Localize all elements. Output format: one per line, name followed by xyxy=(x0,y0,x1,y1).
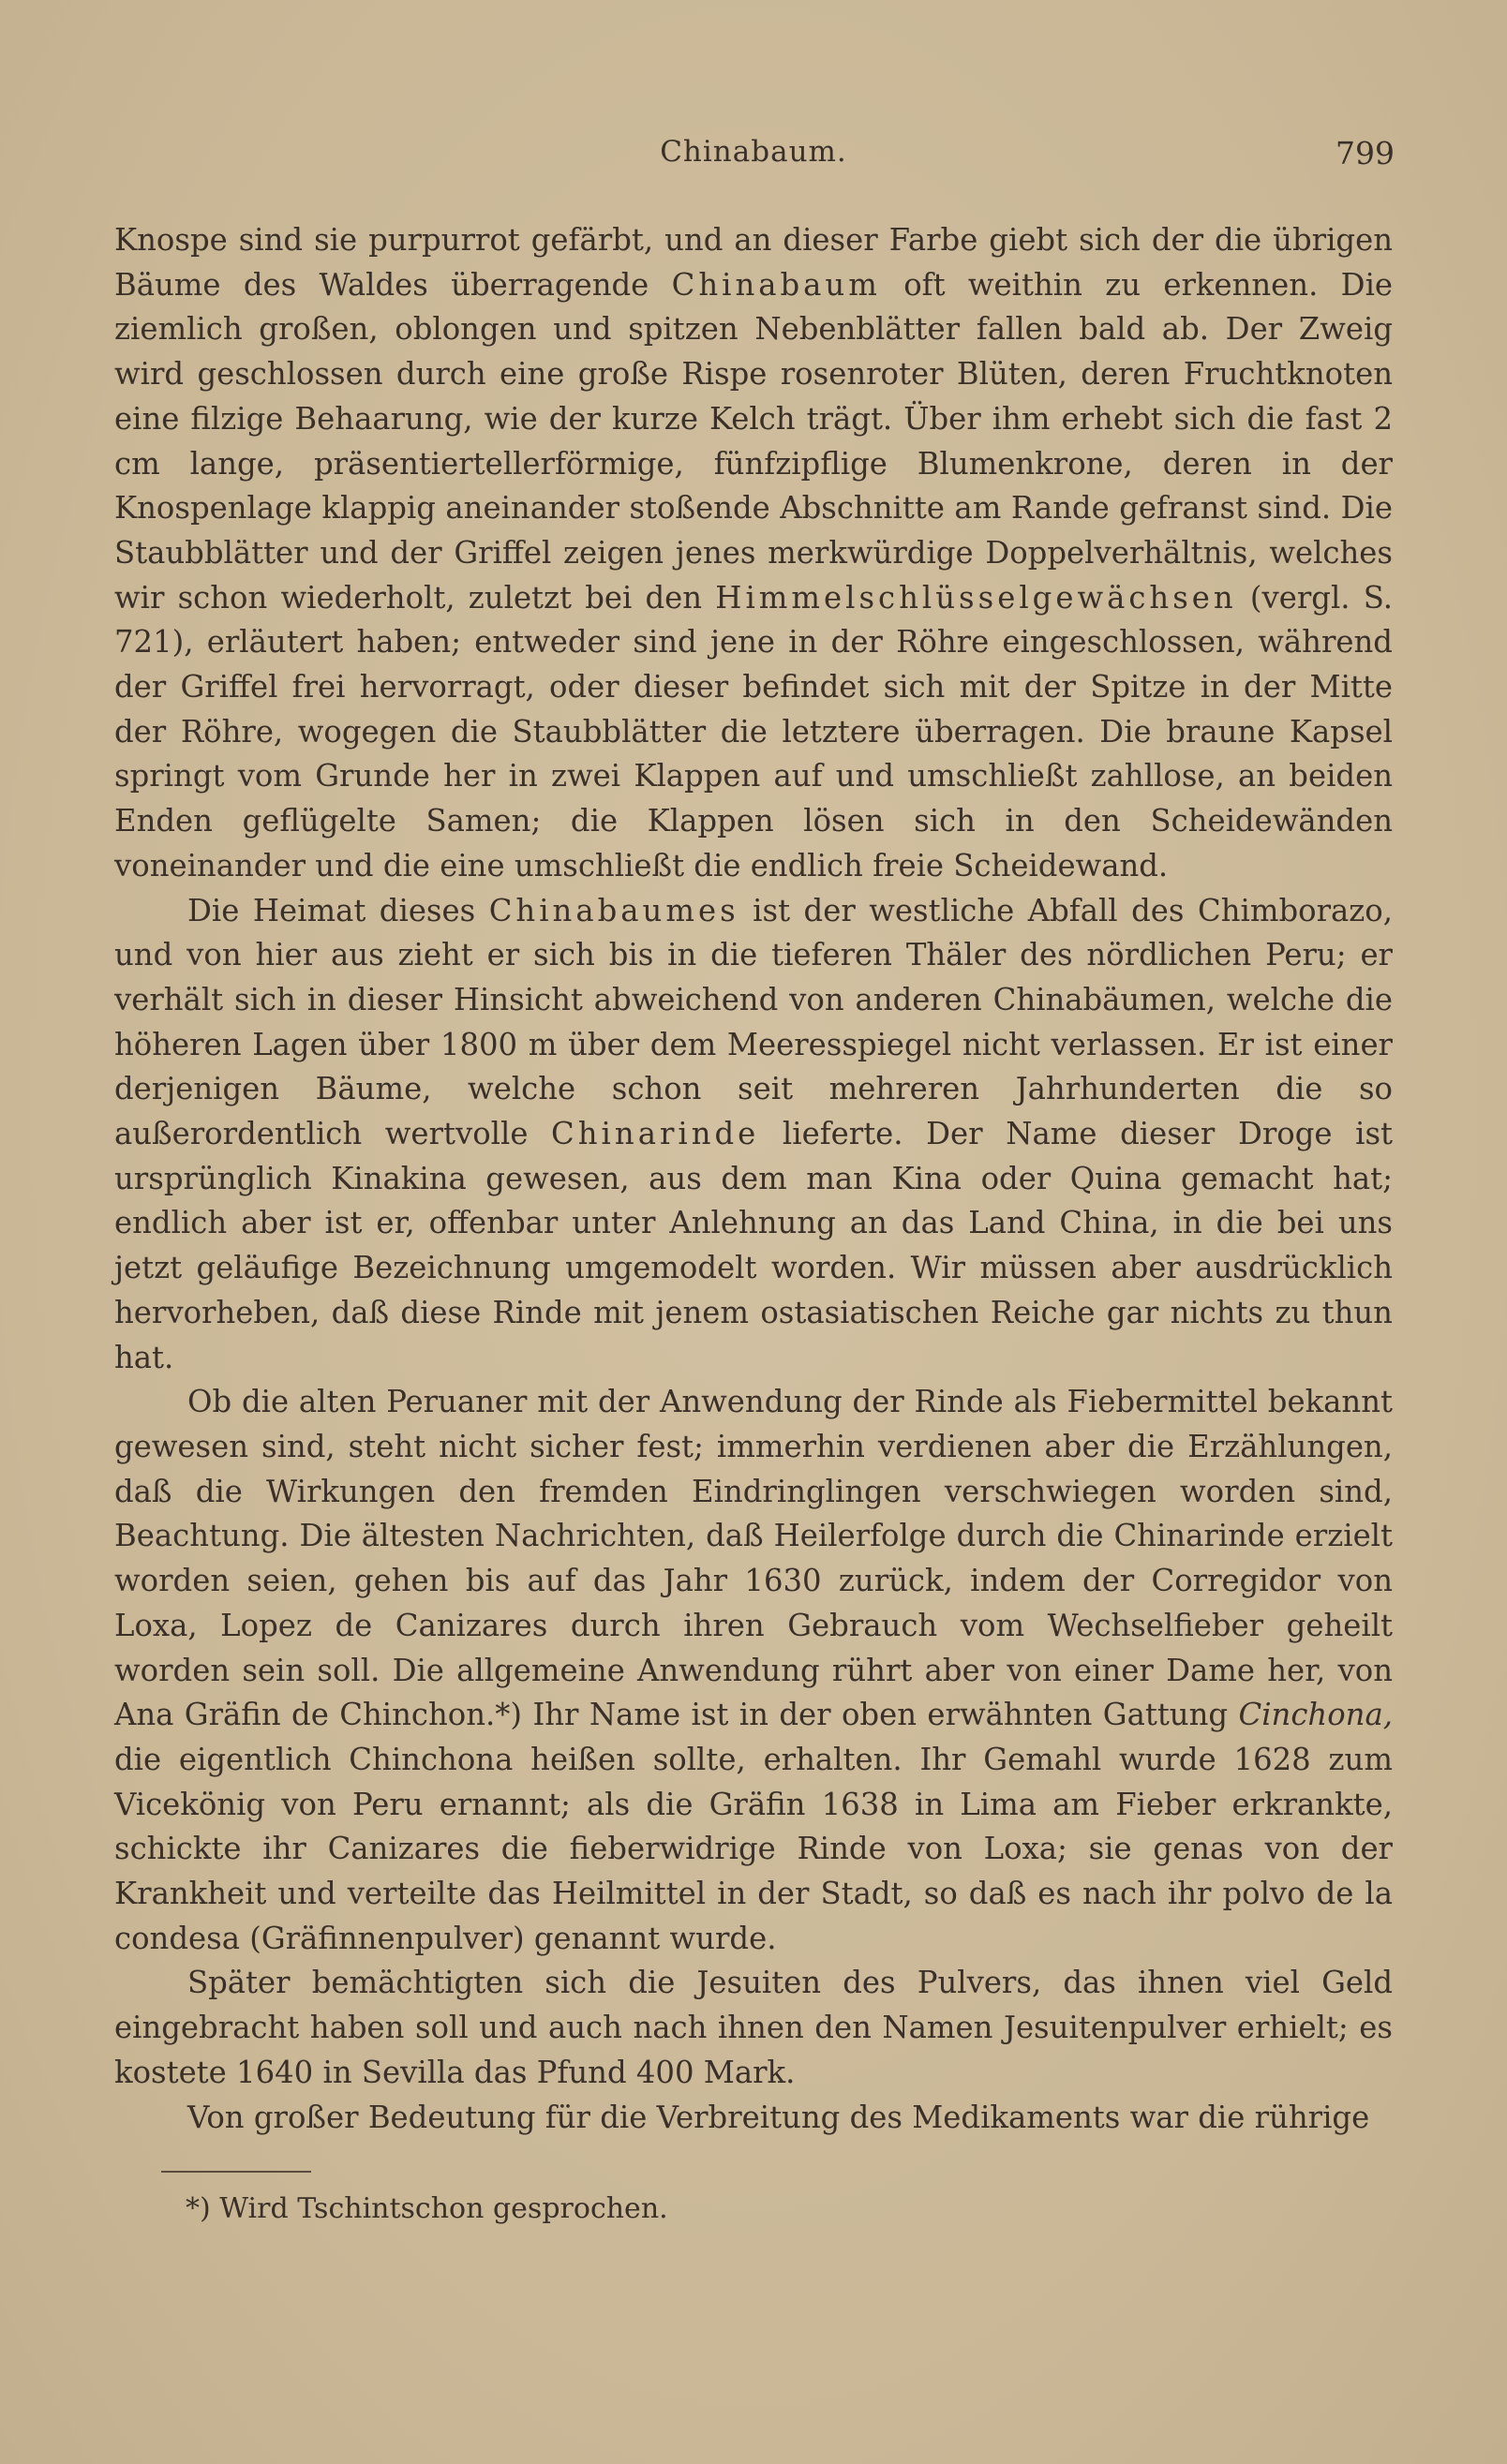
text-run: die eigentlich Chinchona heißen sollte, erhalten. Ihr Gemahl wurde 1628 zum Vicekönig von Peru ernannt; als die Gräfin 1638 in Lima am Fieber erkrankte, schickte ihr Canizares die fieberwidrige Rinde von Loxa; sie genas von der Krankheit und verteilte das Heilmittel in der Stadt, so daß es nach ihr polvo de la condesa (Gräfinnenpulver) genannt wurde. xyxy=(114,1741,1393,1956)
text-run: (vergl. S. 721), erläutert haben; entweder sind jene in der Röhre eingeschlossen, während der Griffel frei hervorragt, oder dieser befindet sich mit der Spitze in der Mitte der Röhre, wogegen die Staubblätter die letztere überragen. Die braune Kapsel springt vom Grunde her in zwei Klappen auf und umschließt zahllose, an beiden Enden geflügelte Samen; die Klappen lösen sich in den Scheidewänden voneinander und die eine umschließt die endlich freie Scheidewand. xyxy=(114,579,1393,883)
paragraph-2 xyxy=(114,889,1393,1381)
footnote: *) Wird Tschintschon gesprochen. xyxy=(186,2192,668,2225)
italic-term: Cinchona, xyxy=(1238,1697,1393,1733)
text-run: Die Heimat dieses xyxy=(187,892,489,928)
emphasis-term: Chinarinde xyxy=(551,1116,760,1152)
emphasis-term: Chinabaum xyxy=(671,266,881,303)
text-run: ist der westliche Abfall des Chimborazo, und von hier aus zieht er sich bis in die tieferen Thäler des nördlichen Peru; er verhält sich in dieser Hinsicht abweichend von anderen Chinabäumen, welche die höheren Lagen über 1800 m über dem Meeresspiegel nicht verlassen. Er ist einer derjenigen Bäume, welche schon seit mehreren Jahrhunderten die so außerordentlich wertvolle xyxy=(114,892,1393,1152)
text-run: Knospe sind sie purpurrot gefärbt, und an dieser Farbe giebt sich der die übrigen Bäume des Waldes überragende xyxy=(114,222,1393,303)
page-number: 799 xyxy=(1335,135,1395,171)
text-run: Ob die alten Peruaner mit der Anwendung der Rinde als Fiebermittel bekannt gewesen sind, steht nicht sicher fest; immerhin verdienen aber die Erzählungen, daß die Wirkungen den fremden Eindringlingen verschwiegen worden sind, Beachtung. Die ältesten Nachrichten, daß Heilerfolge durch die Chinarinde erzielt worden seien, gehen bis auf das Jahr 1630 zurück, indem der Corregidor von Loxa, Lopez de Canizares durch ihren Gebrauch vom Wechselfieber geheilt worden sein soll. Die allgemeine Anwendung rührt aber von einer Dame her, von Ana Gräfin de Chinchon.*) Ihr Name ist in der oben erwähnten Gattung xyxy=(114,1384,1393,1733)
text-run: oft weithin zu erkennen. Die ziemlich großen, oblongen und spitzen Nebenblätter fallen bald ab. Der Zweig wird geschlossen durch eine große Rispe rosenroter Blüten, deren Fruchtknoten eine filzige Behaarung, wie der kurze Kelch trägt. Über ihm erhebt sich die fast 2 cm lange, präsentiertellerförmige, fünfzipflige Blumenkrone, deren in der Knospenlage klappig aneinander stoßende Abschnitte am Rande gefranst sind. Die Staubblätter und der Griffel zeigen jenes merkwürdige Doppelverhältnis, welches wir schon wiederholt, zuletzt bei den xyxy=(114,266,1394,616)
emphasis-term: Chinabaumes xyxy=(488,892,739,928)
paragraph-3 xyxy=(114,1380,1393,1961)
emphasis-term: Himmelschlüsselgewächsen xyxy=(715,579,1237,616)
running-title: Chinabaum. xyxy=(660,135,847,169)
running-head xyxy=(112,131,1395,178)
text-run: lieferte. Der Name dieser Droge ist ursprünglich Kinakina gewesen, aus dem man Kina oder Quina gemacht hat; endlich aber ist er, offenbar unter Anlehnung an das Land China, in die bei uns jetzt geläufige Bezeichnung umgemodelt worden. Wir müssen aber ausdrücklich hervorheben, daß diese Rinde mit jenem ostasiatischen Reiche gar nichts zu thun hat. xyxy=(114,1116,1393,1375)
paragraph-4: Später bemächtigten sich die Jesuiten des Pulvers, das ihnen viel Geld eingebracht haben soll und auch nach ihnen den Namen Jesuitenpulver erhielt; es kostete 1640 in Sevilla das Pfund 400 Mark. xyxy=(114,1965,1393,2090)
paragraph-5: Von großer Bedeutung für die Verbreitung des Medikaments war die rührige xyxy=(187,2099,1370,2135)
body-text xyxy=(114,218,1393,2140)
footnote-divider xyxy=(161,2171,311,2173)
paragraph-1 xyxy=(114,218,1393,889)
